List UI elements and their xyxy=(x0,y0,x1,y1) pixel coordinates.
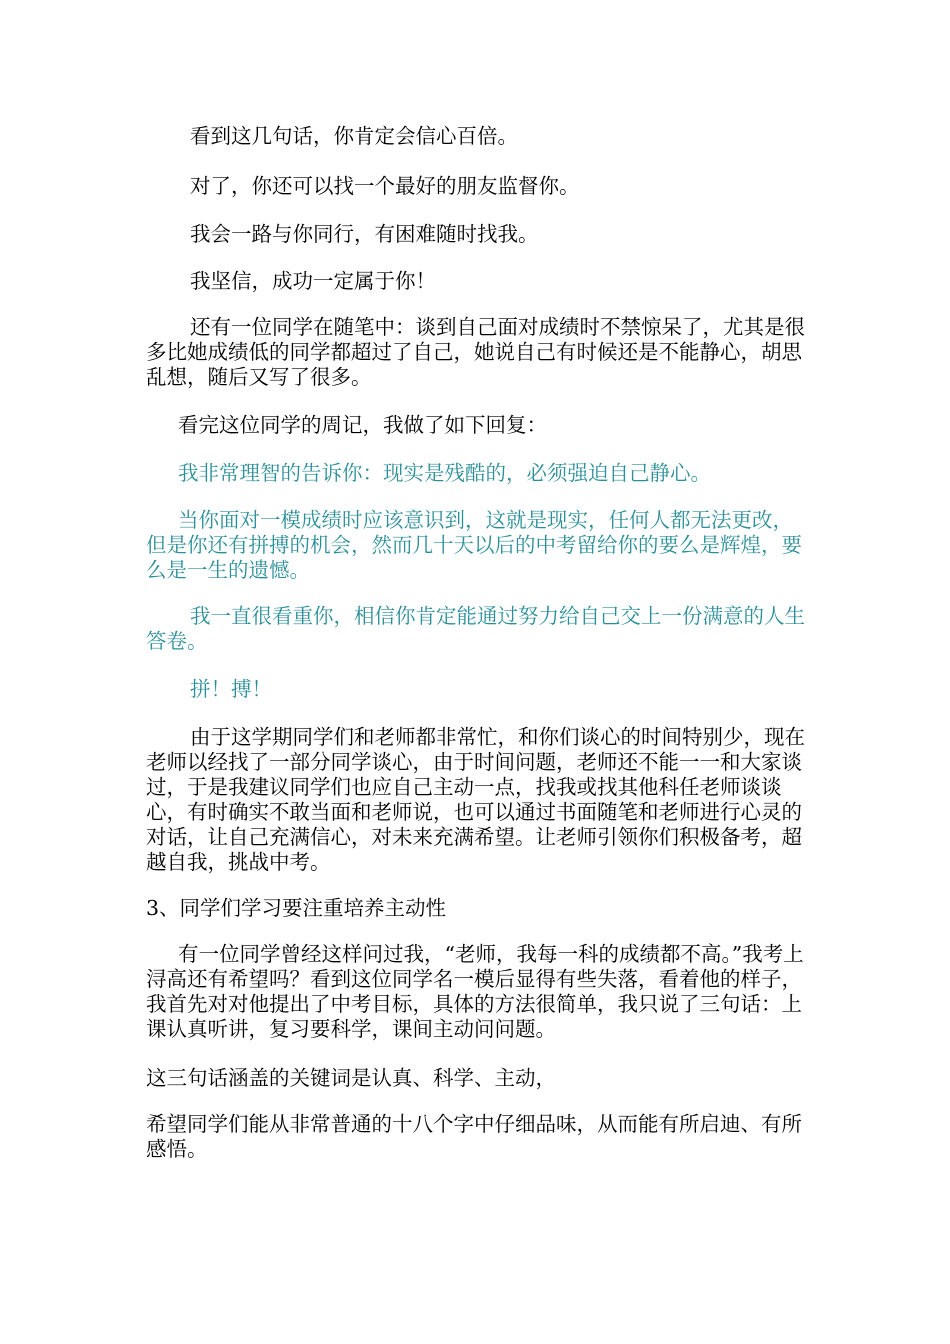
paragraph-confidence: 看到这几句话，你肯定会信心百倍。 xyxy=(190,124,518,148)
paragraph-reply-reality: 我非常理智的告诉你：现实是残酷的，必须强迫自己静心。 xyxy=(178,461,711,485)
section-heading-initiative: 3、同学们学习要注重培养主动性 xyxy=(146,896,447,920)
paragraph-reply-intro: 看完这位同学的周记，我做了如下回复： xyxy=(178,413,547,437)
paragraph-keywords: 这三句话涵盖的关键词是认真、科学、主动， xyxy=(146,1066,556,1090)
paragraph-walk-together: 我会一路与你同行，有困难随时找我。 xyxy=(190,222,539,246)
paragraph-friend-supervise: 对了，你还可以找一个最好的朋友监督你。 xyxy=(190,174,580,198)
paragraph-reply-value: 我一直很看重你，相信你肯定能通过努力给自己交上一份满意的人生答卷。 xyxy=(146,604,805,653)
paragraph-student-essay: 还有一位同学在随笔中：谈到自己面对成绩时不禁惊呆了，尤其是很多比她成绩低的同学都超过了自己，她说自己有时候还是不能静心，胡思乱想，随后又写了很多。 xyxy=(146,315,805,389)
paragraph-student-question: 有一位同学曾经这样问过我，“老师，我每一科的成绩都不高。”我考上浔高还有希望吗？看到这位同学名一模后显得有些失落，看着他的样子，我首先对对他提出了中考目标，具体的方法很简单，我只说了三句话：上课认真听讲，复习要科学，课间主动问问题。 xyxy=(146,942,804,1041)
paragraph-belief: 我坚信，成功一定属于你！ xyxy=(190,269,436,293)
paragraph-reply-exam: 当你面对一模成绩时应该意识到，这就是现实，任何人都无法更改，但是你还有拼搏的机会，然而几十天以后的中考留给你的要么是辉煌，要么是一生的遗憾。 xyxy=(146,508,802,582)
paragraph-reply-fight: 拼！搏！ xyxy=(190,677,272,701)
paragraph-hope: 希望同学们能从非常普通的十八个字中仔细品味，从而能有所启迪、有所感悟。 xyxy=(146,1112,802,1161)
paragraph-talk-with-teachers: 由于这学期同学们和老师都非常忙，和你们谈心的时间特别少，现在老师以经找了一部分同学谈心，由于时间问题，老师还不能一一和大家谈过，于是我建议同学们也应自己主动一点，找我或找其他科任老师谈谈心，有时确实不敢当面和老师说，也可以通过书面随笔和老师进行心灵的对话，让自己充满信心，对未来充满希望。让老师引领你们积极备考，超越自我，挑战中考。 xyxy=(146,725,805,874)
